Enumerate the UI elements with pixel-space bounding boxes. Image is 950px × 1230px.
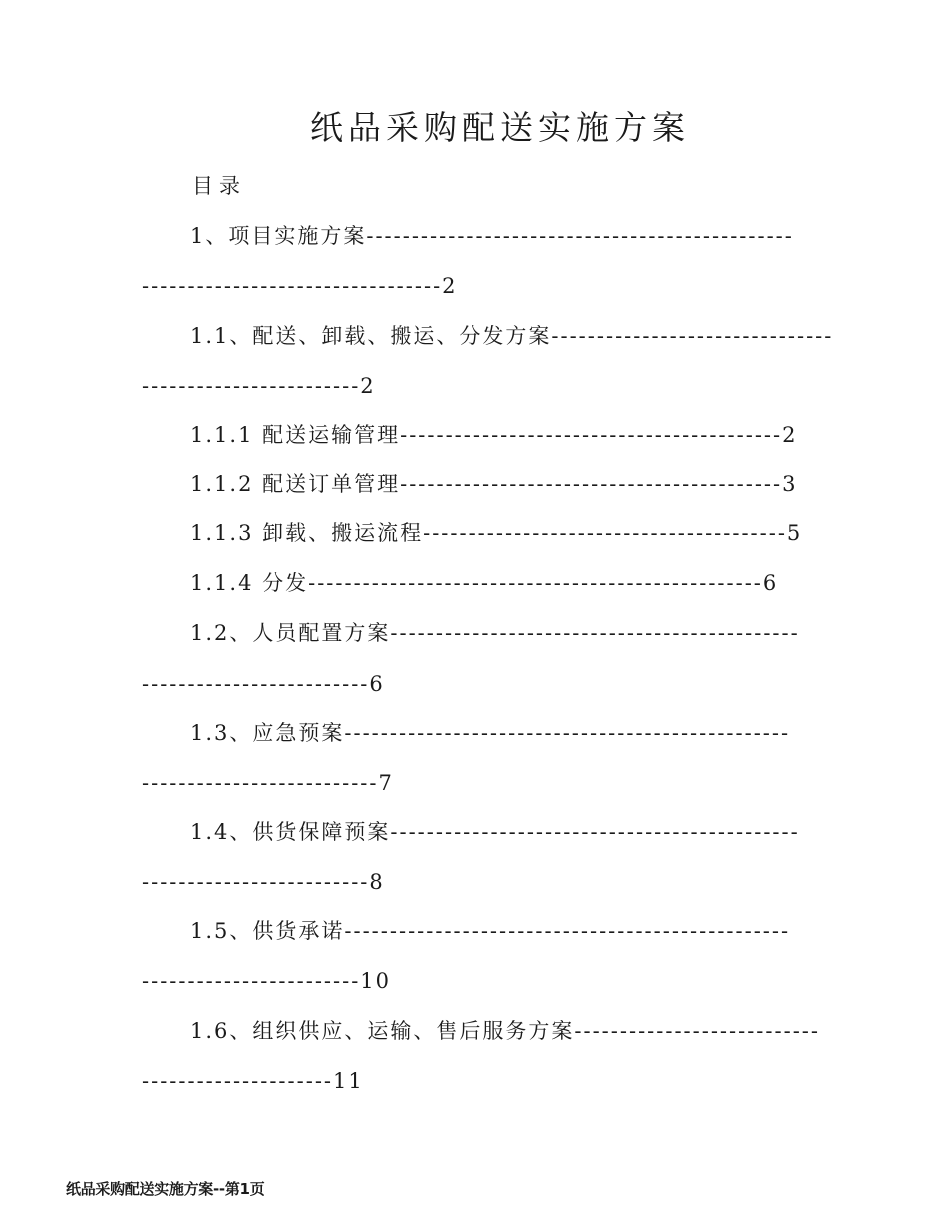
toc-line: 1.2、人员配置方案--------------------------------------------- [190, 621, 800, 645]
toc-line: -------------------------6 [142, 672, 385, 696]
toc-line: 1.3、应急预案------------------------------------------------- [190, 721, 791, 745]
toc-line: 1、项目实施方案----------------------------------------------- [190, 224, 794, 248]
toc-line: 1.1.2 配送订单管理------------------------------------------3 [190, 472, 798, 496]
toc-line: ------------------------10 [142, 969, 392, 993]
document-title: 纸品采购配送实施方案 [310, 108, 690, 147]
toc-line: --------------------------7 [142, 771, 394, 795]
toc-line: -------------------------8 [142, 870, 385, 894]
toc-heading: 目录 [192, 174, 246, 198]
toc-line: 1.1.4 分发--------------------------------------------------6 [190, 571, 779, 595]
toc-line: 1.6、组织供应、运输、售后服务方案--------------------------- [190, 1019, 820, 1043]
toc-line: 1.4、供货保障预案--------------------------------------------- [190, 820, 800, 844]
toc-line: 1.1、配送、卸载、搬运、分发方案------------------------------- [190, 324, 834, 348]
toc-line: 1.1.1 配送运输管理------------------------------------------2 [190, 423, 798, 447]
toc-line: ------------------------2 [142, 374, 376, 398]
page-footer: 纸品采购配送实施方案--第1页 [66, 1180, 265, 1198]
toc-line: ---------------------11 [142, 1069, 364, 1093]
toc-line: 1.1.3 卸载、搬运流程----------------------------------------5 [190, 521, 803, 545]
toc-line: 1.5、供货承诺------------------------------------------------- [190, 919, 791, 943]
toc-line: ---------------------------------2 [142, 274, 458, 298]
